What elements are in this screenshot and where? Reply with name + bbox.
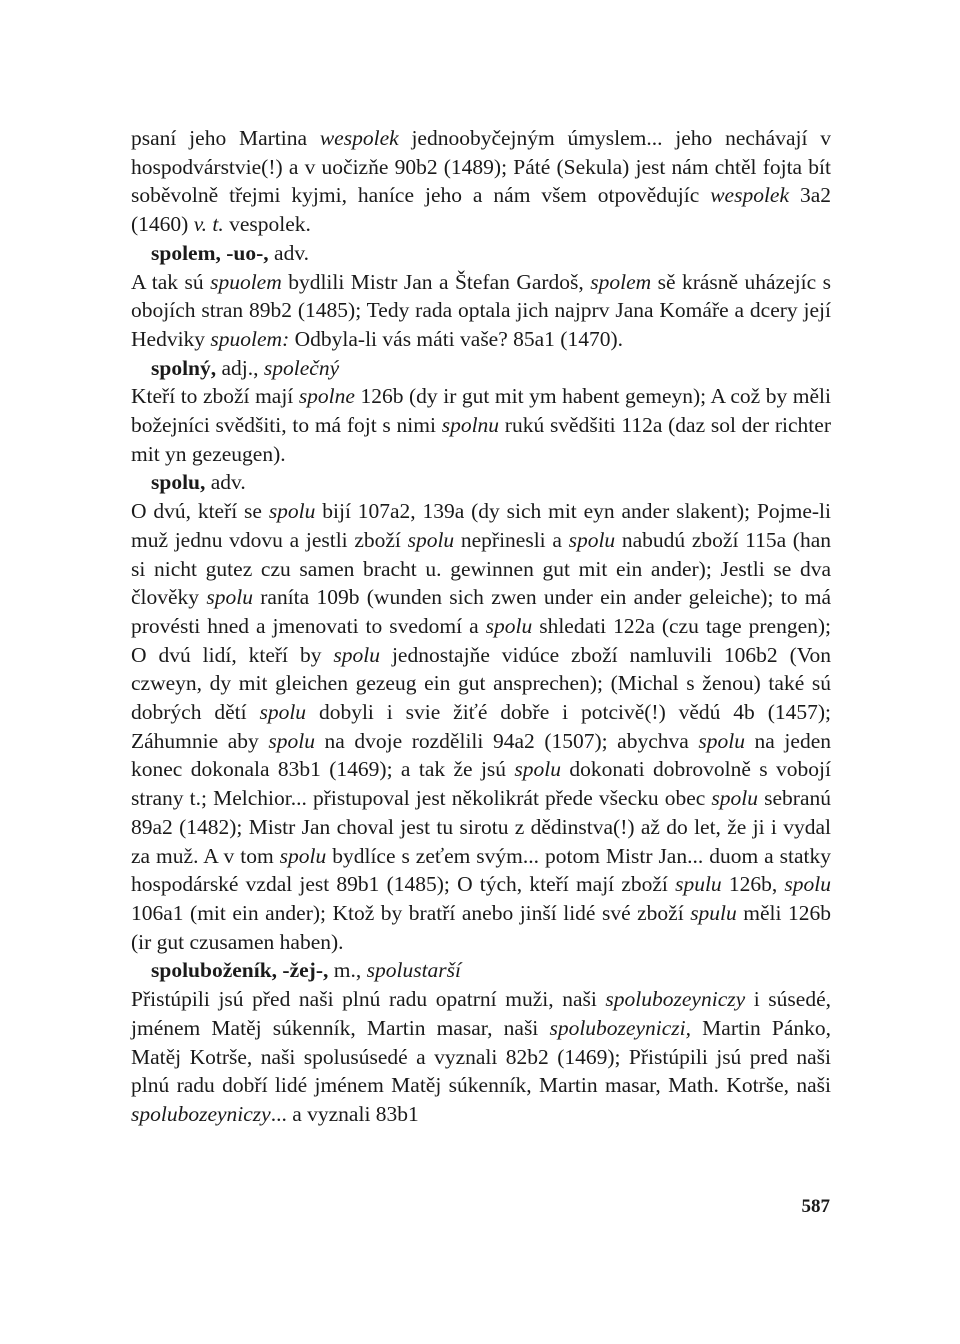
italic-form: spolubozeyniczy [131,1101,271,1126]
text-run: nabudú zboží 115a (han si nicht gutez czu samen bracht u. gewinnen gut mit ein ander); Jestli se dva člověky [131,527,832,610]
italic-form: spolem [590,269,652,294]
italic-form: spolne [298,384,355,409]
grammar-label: adv. [205,470,246,495]
italic-form: spolu [568,527,616,552]
text-run: vespolek. [223,212,311,237]
italic-form: spolubozeyniczy [605,987,746,1012]
headword: spolu, [151,470,206,495]
entry-spolem-quotes [131,268,831,354]
text-run: bydlíce s zeťem svým... potom Mistr Jan... duom a statky hospodárské vzdal jest 89b1 (1485); O tých, kteří mají zboží [131,843,831,897]
italic-form: spuolem [210,269,282,294]
italic-form: spolubozeyniczi, [549,1015,691,1040]
page-number: 587 [801,1196,830,1217]
italic-form: spuolem: [210,326,290,351]
text-run: 126b, [721,872,785,897]
text-run: psaní jeho Martina [131,126,320,150]
text-run: Martin Pánko, Matěj Kotrše, naši spolusúsedé a vyznali 82b2 (1469); Přistúpili jsú pred naši plnú radu dobří lidé jménem Matěj súkenník, Martin masar, Math. Kotrše, naši [131,1015,831,1098]
headword-spolny [131,354,831,383]
italic-form: spolu [333,642,381,667]
gloss: společný [263,355,340,380]
text-run: na jeden konec dokonala 83b1 (1469); a tak že jsú [131,728,831,782]
text-run: na dvoje rozdělili 94a2 (1507); abychva [314,728,699,753]
text-run: nepřinesli a [454,527,569,552]
entry-spolny-quotes [131,382,831,468]
italic-form: v. t. [193,212,224,237]
text-run: bijí 107a2, 139a (dy sich mit eyn ander slakent); Pojme-li muž jednu vdovu a jestli zboží [131,499,831,552]
headword-spolu [131,468,831,497]
text-run: ... a vyznali 83b1 [270,1101,419,1126]
text-run: 3a2 (1460) [131,183,831,237]
text-run: sebranú 89a2 (1482); Mistr Jan choval jest tu sirotu z dědinstva(!) až do let, že ji i vydal za muž. A v tom [131,786,831,868]
headword-spoluborenik [131,956,831,985]
text-run: dokonati dobrovolně s vobojí strany t.; Melchior... přistupoval jest několikrát přede všecku obec [131,757,831,811]
text-run: O dvú, kteří se [131,499,269,524]
italic-form: spolu [514,757,562,782]
italic-form: spolu [268,728,315,753]
text-run: A tak sú [131,269,211,294]
italic-form: spolu [268,499,316,524]
italic-form: spolnu [441,413,500,438]
entry-spolu-quotes [131,497,831,956]
headword-spolem [131,239,831,268]
text-run: jednostajňe vidúce zboží namluvili 106b2 (Von czweyn, dy mit gleichen gezeug ein gut ansprechen); (Michal s ženou) také sú dobrých dětí [131,642,831,725]
italic-form: spolu [259,700,307,725]
grammar-label: adj., [216,355,264,380]
text-run: Odbyla-li vás máti vaše? 85a1 (1470). [289,326,624,351]
grammar-label: adv. [268,240,310,265]
italic-form: spolu [279,843,327,868]
text-run: bydlili Mistr Jan a Štefan Gardoš, [281,269,591,294]
italic-form: spolu [206,585,253,610]
italic-form: spolu [407,527,455,552]
italic-form: wespolek [319,126,399,150]
italic-form: spolu [711,786,759,811]
text-run: rukú svědšiti 112a (daz sol der richter mit yn gezeugen). [131,413,831,466]
text-run: Kteří to zboží mají [131,384,299,409]
entry-continuation-paragraph [131,124,831,239]
italic-form: spulu [690,900,737,925]
italic-form: spulu [675,872,722,897]
headword: spolný, [151,355,217,380]
text-run: sě krásně uházejíc s obojích stran 89b2 (1485); Tedy rada optala jich najprv Jana Komáře a dcery její Hedviky [131,269,831,351]
italic-form: wespolek [710,183,789,208]
gloss: spolustarší [366,958,461,983]
text-run: 106a1 (mit ein ander); Ktož by bratří anebo jinší lidé své zboží [131,900,691,925]
text-run: Přistúpili jsú před naši plnú radu opatrní muži, naši [131,987,606,1012]
text-run: shledati 122a (czu tage prengen); O dvú lidí, kteří by [131,613,832,667]
text-run: i súsedé, jménem Matěj súkenník, Martin masar, naši [131,987,831,1040]
text-run: 126b (dy ir gut mit ym habent gemeyn); A což by měli božejníci svědšiti, to má fojt s nimi [131,384,831,438]
italic-form: spolu [698,728,745,753]
text-run: jednoobyčejným úmyslem... jeho nechávají v hospodvárstvie(!) a v uočizňe 90b2 (1489); Páté (Sekula) jest nám chtěl fojta bít soběvolně třejmi kyjmi, haníce jeho a nám všem otpovědujíc [131,126,831,208]
headword: spoluboženík, -žej-, [151,958,329,983]
text-run: měli 126b (ir gut czusamen haben). [131,900,831,954]
entry-spoluborenik-quotes [131,985,831,1129]
text-run: raníta 109b (wunden sich zwen under ein ander geleiche); to má provésti hned a jmenovati to svedomí a [131,585,832,638]
page-text-block [131,124,831,1129]
text-run: dobyli i svie žiťé dobře i potcivě(!) vědú 4b (1457); Záhumnie aby [131,700,831,753]
grammar-label: m., [328,958,367,983]
italic-form: spolu [485,613,533,638]
italic-form: spolu [784,872,831,897]
headword: spolem, -uo-, [151,240,269,265]
